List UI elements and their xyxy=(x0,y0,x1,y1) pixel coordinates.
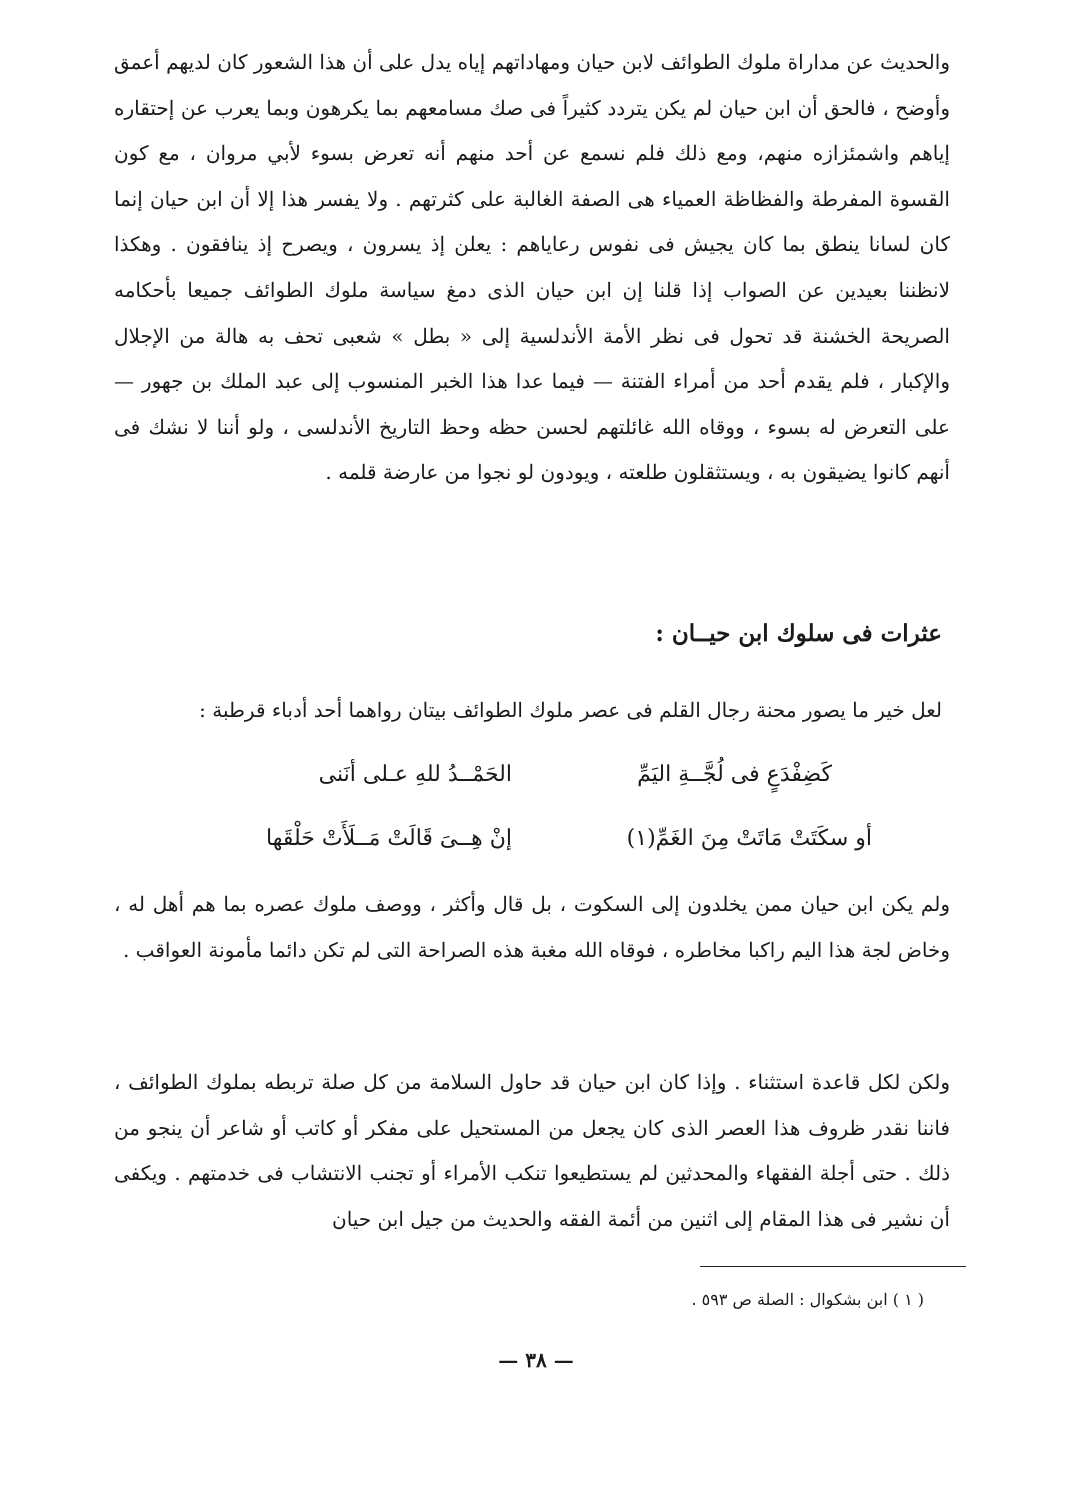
verse-line-1-first-hemistich: الحَمْــدُ للهِ عـلى أنَنى xyxy=(318,762,512,787)
paragraph-3: ولكن لكل قاعدة استثناء . وإذا كان ابن حيان قد حاول السلامة من كل صلة تربطه بملوك الطوائف ، فاننا نقدر ظروف هذا العصر الذى كان يجعل من المستحيل على مفكر أو كاتب أو شاعر أن ينجو من ذلك . حتى أجلة الفقهاء والمحدثين لم يستطيعوا تنكب الأمراء أو تجنب الانتشاب فى خدمتهم . ويكفى أن نشير فى هذا المقام إلى اثنين من أئمة الفقه والحديث من جيل ابن حيان xyxy=(114,1070,950,1231)
verse-line-1-second-hemistich: كَضِفْدَعٍ فى لُجَّــةِ اليَمِّ xyxy=(637,762,832,787)
footnote: ( ١ ) ابن بشكوال : الصلة ص ٥٩٣ . xyxy=(691,1290,924,1309)
verse-line-2-second-hemistich: أو سكَتَتْ مَاتَتْ مِنَ الغَمِّ(١) xyxy=(626,826,872,851)
footnote-divider xyxy=(700,1266,966,1267)
intro-line: لعل خير ما يصور محنة رجال القلم فى عصر ملوك الطوائف بيتان رواهما أحد أدباء قرطبة : xyxy=(199,698,942,722)
section-heading: عثرات فى سلوك ابن حيــان : xyxy=(655,620,942,647)
verse-line-2-first-hemistich: إنْ هِــىَ قَالَتْ مَــلَأَتْ حَلْقَها xyxy=(266,826,512,851)
paragraph-2: ولم يكن ابن حيان ممن يخلدون إلى السكوت ، بل قال وأكثر ، ووصف ملوك عصره بما هم أهل له ، وخاض لجة هذا اليم راكبا مخاطره ، فوقاه الله مغبة هذه الصراحة التى لم تكن دائما مأمونة العواقب . xyxy=(114,892,950,962)
paragraph-1: والحديث عن مداراة ملوك الطوائف لابن حيان ومهاداتهم إياه يدل على أن هذا الشعور كان لديهم أعمق وأوضح ، فالحق أن ابن حيان لم يكن يتردد كثيراً فى صك مسامعهم بما يكرهون وبما يعرب عن إحتقاره إياهم واشمئزازه منهم، ومع ذلك فلم نسمع عن أحد منهم أنه تعرض بسوء لأبي مروان ، مع كون القسوة المفرطة والفظاظة العمياء هى الصفة الغالبة على كثرتهم . ولا يفسر هذا إلا أن ابن حيان إنما كان لسانا ينطق بما كان يجيش فى نفوس رعاياهم : يعلن إذ يسرون ، ويصرح إذ ينافقون . وهكذا لانظننا بعيدين عن الصواب إذا قلنا إن ابن حيان الذى دمغ سياسة ملوك الطوائف جميعا بأحكامه الصريحة الخشنة قد تحول فى نظر الأمة الأندلسية إلى « بطل » شعبى تحف به هالة من الإجلال والإكبار ، فلم يقدم أحد من أمراء الفتنة — فيما عدا هذا الخبر المنسوب إلى عبد الملك بن جهور — على التعرض له بسوء ، ووقاه الله غائلتهم لحسن حظه وحظ التاريخ الأندلسى ، ولو أننا لا نشك فى أنهم كانوا يضيقون به ، ويستثقلون طلعته ، ويودون لو نجوا من عارضة قلمه . xyxy=(114,50,950,485)
page-number: — ٣٨ — xyxy=(498,1348,574,1372)
